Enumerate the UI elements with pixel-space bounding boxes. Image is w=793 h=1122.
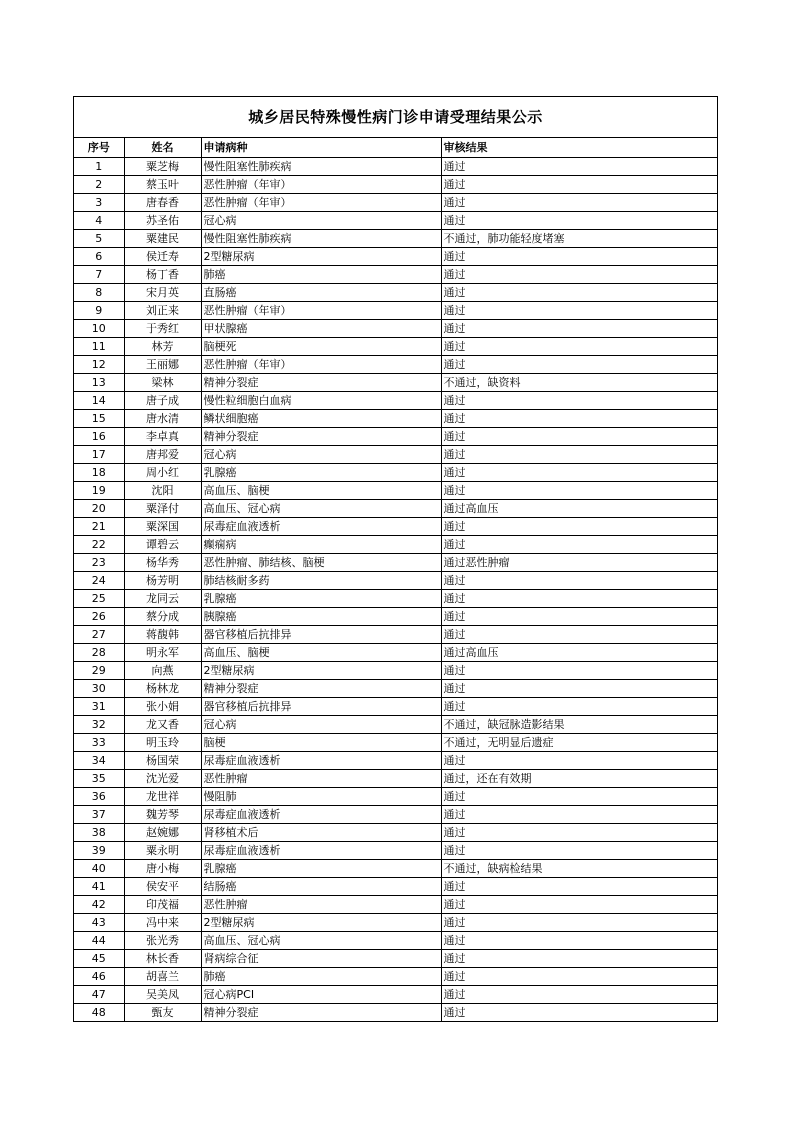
table-row: [74, 932, 717, 950]
cell-name: 张光秀: [124, 932, 201, 950]
cell-name: 甄友: [124, 1004, 201, 1022]
cell-name: 梁林: [124, 374, 201, 392]
cell-result: 通过: [441, 518, 717, 536]
cell-result: 通过: [441, 986, 717, 1004]
table-row: [74, 536, 717, 554]
cell-result: 通过: [441, 968, 717, 986]
cell-name: 杨芳明: [124, 572, 201, 590]
announcement-sheet: [73, 96, 718, 1022]
cell-name: 蔡分成: [124, 608, 201, 626]
cell-result: 通过: [441, 464, 717, 482]
cell-result: 通过: [441, 842, 717, 860]
cell-name: 明永军: [124, 644, 201, 662]
cell-result: 通过: [441, 788, 717, 806]
cell-no: 19: [74, 482, 124, 500]
table-body: [74, 158, 717, 1022]
cell-name: 蔡玉叶: [124, 176, 201, 194]
table-row: [74, 986, 717, 1004]
cell-name: 周小红: [124, 464, 201, 482]
table-row: [74, 212, 717, 230]
cell-result: 不通过，肺功能轻度堵塞: [441, 230, 717, 248]
cell-no: 23: [74, 554, 124, 572]
table-header-row: [74, 138, 717, 158]
cell-result: 通过: [441, 536, 717, 554]
cell-result: 通过: [441, 392, 717, 410]
cell-name: 沈阳: [124, 482, 201, 500]
cell-result: 通过: [441, 248, 717, 266]
results-table: [74, 138, 717, 1021]
cell-disease: 慢性阻塞性肺疾病: [201, 158, 441, 176]
header-name: 姓名: [124, 138, 201, 158]
cell-disease: 器官移植后抗排异: [201, 698, 441, 716]
cell-no: 5: [74, 230, 124, 248]
cell-no: 47: [74, 986, 124, 1004]
cell-result: 不通过，无明显后遗症: [441, 734, 717, 752]
cell-disease: 高血压、脑梗: [201, 644, 441, 662]
cell-disease: 精神分裂症: [201, 428, 441, 446]
cell-no: 16: [74, 428, 124, 446]
cell-name: 杨华秀: [124, 554, 201, 572]
cell-result: 通过: [441, 338, 717, 356]
table-row: [74, 1004, 717, 1022]
cell-result: 通过: [441, 950, 717, 968]
cell-result: 通过: [441, 212, 717, 230]
cell-no: 6: [74, 248, 124, 266]
cell-result: 通过，还在有效期: [441, 770, 717, 788]
cell-disease: 脑梗: [201, 734, 441, 752]
cell-name: 刘正来: [124, 302, 201, 320]
table-row: [74, 806, 717, 824]
cell-name: 唐邦爱: [124, 446, 201, 464]
cell-disease: 慢阻肺: [201, 788, 441, 806]
cell-no: 38: [74, 824, 124, 842]
cell-no: 10: [74, 320, 124, 338]
table-row: [74, 356, 717, 374]
cell-no: 34: [74, 752, 124, 770]
table-row: [74, 320, 717, 338]
cell-disease: 胰腺癌: [201, 608, 441, 626]
cell-result: 通过: [441, 572, 717, 590]
cell-no: 44: [74, 932, 124, 950]
table-row: [74, 428, 717, 446]
cell-result: 通过恶性肿瘤: [441, 554, 717, 572]
table-row: [74, 194, 717, 212]
cell-result: 通过: [441, 878, 717, 896]
cell-name: 向燕: [124, 662, 201, 680]
cell-result: 通过: [441, 356, 717, 374]
table-row: [74, 770, 717, 788]
cell-no: 37: [74, 806, 124, 824]
cell-name: 龙世祥: [124, 788, 201, 806]
table-row: [74, 752, 717, 770]
cell-no: 20: [74, 500, 124, 518]
cell-disease: 高血压、冠心病: [201, 932, 441, 950]
table-row: [74, 410, 717, 428]
cell-no: 30: [74, 680, 124, 698]
cell-disease: 肾移植术后: [201, 824, 441, 842]
table-row: [74, 230, 717, 248]
cell-name: 杨丁香: [124, 266, 201, 284]
cell-name: 胡喜兰: [124, 968, 201, 986]
table-row: [74, 500, 717, 518]
cell-no: 8: [74, 284, 124, 302]
cell-disease: 恶性肿瘤（年审）: [201, 356, 441, 374]
header-result: 审核结果: [441, 138, 717, 158]
table-row: [74, 842, 717, 860]
cell-no: 26: [74, 608, 124, 626]
cell-result: 通过: [441, 320, 717, 338]
cell-disease: 尿毒症血液透析: [201, 842, 441, 860]
cell-result: 通过: [441, 662, 717, 680]
cell-no: 7: [74, 266, 124, 284]
cell-no: 4: [74, 212, 124, 230]
cell-name: 林芳: [124, 338, 201, 356]
cell-result: 通过: [441, 806, 717, 824]
cell-disease: 高血压、脑梗: [201, 482, 441, 500]
cell-disease: 冠心病PCI: [201, 986, 441, 1004]
cell-name: 杨林龙: [124, 680, 201, 698]
cell-no: 43: [74, 914, 124, 932]
cell-name: 蒋馥韩: [124, 626, 201, 644]
cell-name: 吴美凤: [124, 986, 201, 1004]
cell-no: 9: [74, 302, 124, 320]
cell-no: 24: [74, 572, 124, 590]
table-row: [74, 590, 717, 608]
table-row: [74, 482, 717, 500]
cell-result: 通过: [441, 1004, 717, 1022]
header-disease: 申请病种: [201, 138, 441, 158]
cell-name: 唐小梅: [124, 860, 201, 878]
cell-no: 36: [74, 788, 124, 806]
cell-disease: 慢性阻塞性肺疾病: [201, 230, 441, 248]
cell-disease: 2型糖尿病: [201, 662, 441, 680]
cell-no: 46: [74, 968, 124, 986]
cell-name: 林长香: [124, 950, 201, 968]
cell-result: 通过: [441, 428, 717, 446]
cell-disease: 甲状腺癌: [201, 320, 441, 338]
table-row: [74, 680, 717, 698]
cell-result: 通过: [441, 680, 717, 698]
table-row: [74, 698, 717, 716]
cell-result: 通过: [441, 752, 717, 770]
cell-result: 不通过，缺冠脉造影结果: [441, 716, 717, 734]
cell-disease: 肺结核耐多药: [201, 572, 441, 590]
cell-no: 32: [74, 716, 124, 734]
cell-result: 通过: [441, 446, 717, 464]
cell-disease: 尿毒症血液透析: [201, 752, 441, 770]
cell-disease: 精神分裂症: [201, 1004, 441, 1022]
cell-name: 张小娟: [124, 698, 201, 716]
cell-disease: 恶性肿瘤（年审）: [201, 194, 441, 212]
cell-name: 印茂福: [124, 896, 201, 914]
cell-result: 通过: [441, 914, 717, 932]
cell-result: 通过: [441, 284, 717, 302]
cell-disease: 恶性肿瘤（年审）: [201, 176, 441, 194]
cell-no: 13: [74, 374, 124, 392]
table-row: [74, 284, 717, 302]
table-row: [74, 824, 717, 842]
cell-no: 12: [74, 356, 124, 374]
table-row: [74, 968, 717, 986]
table-row: [74, 788, 717, 806]
table-row: [74, 266, 717, 284]
table-row: [74, 554, 717, 572]
cell-name: 唐子成: [124, 392, 201, 410]
cell-disease: 乳腺癌: [201, 860, 441, 878]
cell-disease: 冠心病: [201, 212, 441, 230]
cell-disease: 恶性肿瘤（年审）: [201, 302, 441, 320]
cell-name: 唐水清: [124, 410, 201, 428]
cell-no: 11: [74, 338, 124, 356]
cell-result: 通过: [441, 482, 717, 500]
table-row: [74, 248, 717, 266]
cell-no: 18: [74, 464, 124, 482]
cell-name: 龙同云: [124, 590, 201, 608]
cell-no: 41: [74, 878, 124, 896]
table-row: [74, 608, 717, 626]
cell-name: 宋月英: [124, 284, 201, 302]
cell-result: 通过: [441, 608, 717, 626]
cell-result: 通过: [441, 590, 717, 608]
table-row: [74, 950, 717, 968]
table-row: [74, 914, 717, 932]
cell-disease: 冠心病: [201, 446, 441, 464]
cell-name: 赵婉娜: [124, 824, 201, 842]
table-row: [74, 734, 717, 752]
cell-disease: 2型糖尿病: [201, 914, 441, 932]
table-row: [74, 518, 717, 536]
cell-disease: 高血压、冠心病: [201, 500, 441, 518]
cell-name: 粟深国: [124, 518, 201, 536]
cell-name: 粟芝梅: [124, 158, 201, 176]
cell-result: 通过: [441, 266, 717, 284]
table-row: [74, 338, 717, 356]
cell-no: 31: [74, 698, 124, 716]
cell-disease: 尿毒症血液透析: [201, 518, 441, 536]
cell-disease: 结肠癌: [201, 878, 441, 896]
cell-no: 3: [74, 194, 124, 212]
cell-name: 李卓真: [124, 428, 201, 446]
cell-disease: 肾病综合征: [201, 950, 441, 968]
cell-no: 27: [74, 626, 124, 644]
cell-no: 14: [74, 392, 124, 410]
cell-name: 侯安平: [124, 878, 201, 896]
cell-no: 28: [74, 644, 124, 662]
cell-disease: 脑梗死: [201, 338, 441, 356]
cell-name: 粟泽付: [124, 500, 201, 518]
cell-result: 通过: [441, 932, 717, 950]
cell-disease: 尿毒症血液透析: [201, 806, 441, 824]
table-row: [74, 158, 717, 176]
cell-disease: 癫痫病: [201, 536, 441, 554]
table-row: [74, 176, 717, 194]
cell-name: 侯迁寿: [124, 248, 201, 266]
cell-no: 39: [74, 842, 124, 860]
cell-disease: 慢性粒细胞白血病: [201, 392, 441, 410]
cell-result: 通过高血压: [441, 644, 717, 662]
cell-no: 48: [74, 1004, 124, 1022]
cell-no: 1: [74, 158, 124, 176]
cell-result: 不通过，缺资料: [441, 374, 717, 392]
table-row: [74, 626, 717, 644]
table-row: [74, 392, 717, 410]
cell-no: 40: [74, 860, 124, 878]
cell-no: 35: [74, 770, 124, 788]
cell-disease: 精神分裂症: [201, 374, 441, 392]
cell-no: 22: [74, 536, 124, 554]
cell-name: 苏圣佑: [124, 212, 201, 230]
cell-result: 通过: [441, 194, 717, 212]
cell-result: 通过: [441, 698, 717, 716]
cell-disease: 精神分裂症: [201, 680, 441, 698]
table-row: [74, 374, 717, 392]
cell-result: 不通过，缺病检结果: [441, 860, 717, 878]
cell-disease: 乳腺癌: [201, 464, 441, 482]
cell-disease: 恶性肿瘤: [201, 896, 441, 914]
cell-no: 2: [74, 176, 124, 194]
cell-disease: 肺癌: [201, 266, 441, 284]
table-row: [74, 662, 717, 680]
cell-name: 粟建民: [124, 230, 201, 248]
cell-name: 魏芳琴: [124, 806, 201, 824]
cell-result: 通过: [441, 176, 717, 194]
table-row: [74, 896, 717, 914]
page-title: 城乡居民特殊慢性病门诊申请受理结果公示: [74, 97, 717, 138]
cell-name: 唐春香: [124, 194, 201, 212]
cell-name: 谭碧云: [124, 536, 201, 554]
cell-name: 王丽娜: [124, 356, 201, 374]
table-row: [74, 878, 717, 896]
cell-name: 沈光爱: [124, 770, 201, 788]
cell-name: 冯中来: [124, 914, 201, 932]
table-row: [74, 860, 717, 878]
cell-no: 25: [74, 590, 124, 608]
cell-result: 通过: [441, 158, 717, 176]
cell-result: 通过: [441, 896, 717, 914]
cell-no: 29: [74, 662, 124, 680]
cell-disease: 恶性肿瘤、肺结核、脑梗: [201, 554, 441, 572]
cell-no: 17: [74, 446, 124, 464]
cell-result: 通过: [441, 824, 717, 842]
cell-no: 45: [74, 950, 124, 968]
cell-name: 明玉玲: [124, 734, 201, 752]
cell-no: 21: [74, 518, 124, 536]
table-row: [74, 716, 717, 734]
cell-no: 42: [74, 896, 124, 914]
cell-disease: 器官移植后抗排异: [201, 626, 441, 644]
cell-disease: 肺癌: [201, 968, 441, 986]
table-row: [74, 644, 717, 662]
cell-disease: 鳞状细胞癌: [201, 410, 441, 428]
cell-disease: 乳腺癌: [201, 590, 441, 608]
cell-result: 通过: [441, 302, 717, 320]
cell-disease: 恶性肿瘤: [201, 770, 441, 788]
cell-disease: 冠心病: [201, 716, 441, 734]
cell-name: 龙又香: [124, 716, 201, 734]
table-row: [74, 446, 717, 464]
cell-result: 通过: [441, 410, 717, 428]
table-row: [74, 302, 717, 320]
cell-result: 通过: [441, 626, 717, 644]
cell-disease: 2型糖尿病: [201, 248, 441, 266]
cell-name: 粟永明: [124, 842, 201, 860]
cell-disease: 直肠癌: [201, 284, 441, 302]
cell-no: 33: [74, 734, 124, 752]
header-no: 序号: [74, 138, 124, 158]
table-row: [74, 464, 717, 482]
cell-name: 于秀红: [124, 320, 201, 338]
cell-name: 杨国荣: [124, 752, 201, 770]
cell-result: 通过高血压: [441, 500, 717, 518]
table-row: [74, 572, 717, 590]
cell-no: 15: [74, 410, 124, 428]
